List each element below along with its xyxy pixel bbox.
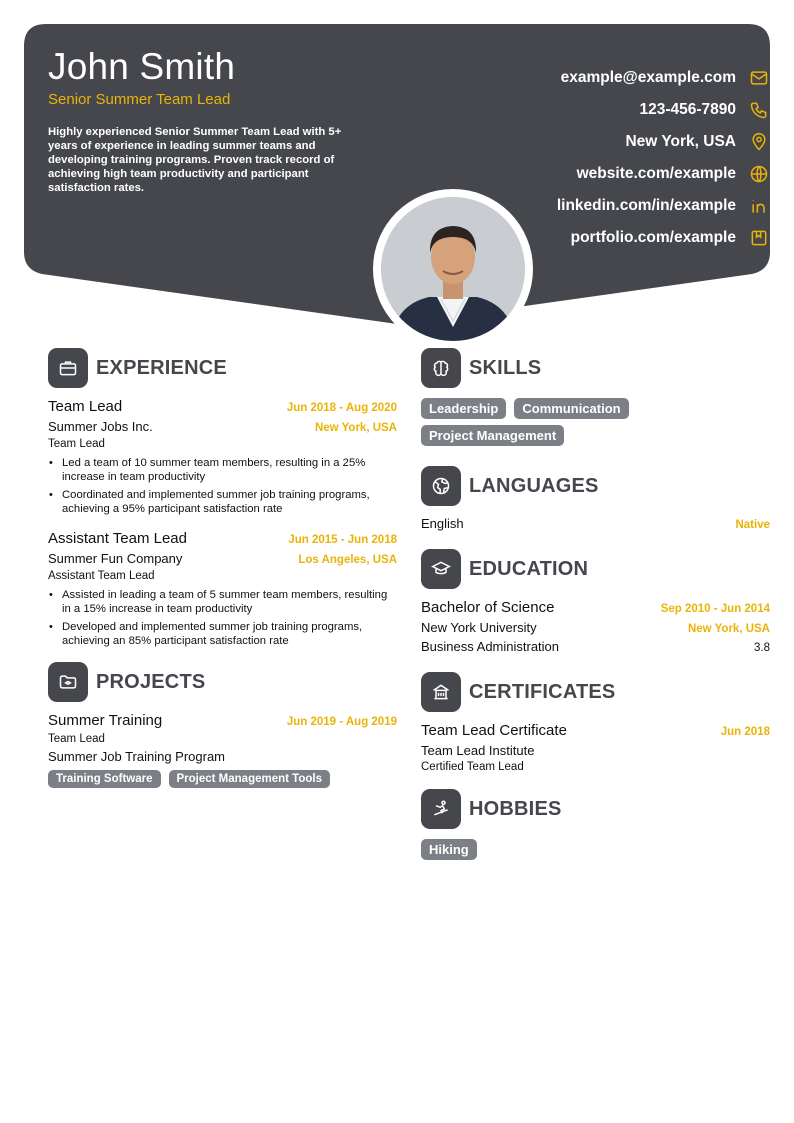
certificate-name: Team Lead Certificate xyxy=(421,722,567,739)
education-entry xyxy=(421,599,770,654)
contact-linkedin-text[interactable]: linkedin.com/in/example xyxy=(556,197,736,214)
skill-tag: Communication xyxy=(514,398,628,419)
contact-location-text: New York, USA xyxy=(625,133,736,150)
experience-section xyxy=(48,348,397,648)
linkedin-icon xyxy=(748,195,770,217)
project-tags xyxy=(48,770,397,788)
profile-photo-frame xyxy=(373,189,533,349)
job-location: Los Angeles, USA xyxy=(298,554,397,566)
education-section xyxy=(421,549,770,654)
candidate-title: Senior Summer Team Lead xyxy=(48,91,231,108)
school-location: New York, USA xyxy=(687,623,770,635)
company-name: Summer Jobs Inc. xyxy=(48,419,153,434)
certificates-section xyxy=(421,672,770,773)
certificate-issuer: Team Lead Institute xyxy=(421,743,535,758)
project-tag: Project Management Tools xyxy=(169,770,330,788)
profile-photo xyxy=(381,197,525,341)
phone-icon xyxy=(748,99,770,121)
skill-tag: Leadership xyxy=(421,398,506,419)
right-column xyxy=(421,348,770,860)
education-heading: EDUCATION xyxy=(469,557,589,580)
graduation-cap-icon xyxy=(421,549,461,589)
education-date: Sep 2010 - Jun 2014 xyxy=(660,603,770,615)
hobbies-tags xyxy=(421,839,770,860)
company-name: Summer Fun Company xyxy=(48,551,183,566)
project-date: Jun 2019 - Aug 2019 xyxy=(286,716,397,728)
experience-entry xyxy=(48,530,397,648)
mail-icon xyxy=(748,67,770,89)
brain-icon xyxy=(421,348,461,388)
skier-icon xyxy=(421,789,461,829)
contact-website-text[interactable]: website.com/example xyxy=(576,165,736,182)
field-of-study: Business Administration xyxy=(421,639,560,654)
experience-heading: EXPERIENCE xyxy=(96,356,227,379)
projects-heading: PROJECTS xyxy=(96,670,206,693)
experience-entry xyxy=(48,398,397,516)
folder-icon xyxy=(48,662,88,702)
contact-email[interactable] xyxy=(410,62,770,94)
contact-phone[interactable] xyxy=(410,94,770,126)
skills-section xyxy=(421,348,770,446)
language-name: English xyxy=(421,516,464,531)
project-title: Summer Training xyxy=(48,712,163,729)
job-bullet: • Coordinated and implemented summer job training programs, achieving a 95% participant satisfaction rate xyxy=(48,488,397,516)
language-globe-icon xyxy=(421,466,461,506)
certificate-entry xyxy=(421,722,770,773)
contact-phone-text[interactable]: 123-456-7890 xyxy=(639,101,736,118)
project-name: Summer Job Training Program xyxy=(48,749,226,764)
skills-tags xyxy=(421,398,651,446)
contact-location xyxy=(410,126,770,158)
job-title: Team Lead xyxy=(48,398,123,415)
left-column xyxy=(48,348,397,788)
institution-icon xyxy=(421,672,461,712)
briefcase-icon xyxy=(48,348,88,388)
candidate-name: John Smith xyxy=(48,46,236,87)
job-bullets xyxy=(48,588,397,648)
profile-summary: Highly experienced Senior Summer Team Lead with 5+ years of experience in leading summer teams and developing training programs. Proven track record of achieving high team productivity and participant satisfaction rates. xyxy=(48,126,342,194)
language-level: Native xyxy=(735,519,770,531)
globe-icon xyxy=(748,163,770,185)
hobbies-heading: HOBBIES xyxy=(469,797,562,820)
certificates-heading: CERTIFICATES xyxy=(469,680,616,703)
degree: Bachelor of Science xyxy=(421,599,555,616)
job-bullet: • Led a team of 10 summer team members, resulting in a 25% increase in team productivity xyxy=(48,456,397,484)
certificate-date: Jun 2018 xyxy=(720,726,770,738)
project-entry xyxy=(48,712,397,788)
job-bullet: • Assisted in leading a team of 5 summer team members, resulting in a 15% increase in team productivity xyxy=(48,588,397,616)
hobbies-section xyxy=(421,789,770,860)
bookmark-icon xyxy=(748,227,770,249)
projects-section xyxy=(48,662,397,788)
job-date: Jun 2015 - Jun 2018 xyxy=(288,534,397,546)
job-location: New York, USA xyxy=(314,422,397,434)
language-entry xyxy=(421,516,770,531)
location-pin-icon xyxy=(748,131,770,153)
project-tag: Training Software xyxy=(48,770,161,788)
contact-portfolio-text[interactable]: portfolio.com/example xyxy=(570,229,736,246)
hobby-tag: Hiking xyxy=(421,839,477,860)
project-role: Team Lead xyxy=(48,733,105,745)
gpa: 3.8 xyxy=(754,642,770,654)
contact-email-text[interactable]: example@example.com xyxy=(560,69,736,86)
languages-heading: LANGUAGES xyxy=(469,474,599,497)
job-role: Team Lead xyxy=(48,438,105,450)
job-role: Assistant Team Lead xyxy=(48,570,155,582)
skills-heading: SKILLS xyxy=(469,356,542,379)
languages-section xyxy=(421,466,770,531)
job-bullet: • Developed and implemented summer job training programs, achieving an 85% participant satisfaction rate xyxy=(48,620,397,648)
school-name: New York University xyxy=(421,620,537,635)
job-bullets xyxy=(48,456,397,516)
job-date: Jun 2018 - Aug 2020 xyxy=(286,402,397,414)
certificate-description: Certified Team Lead xyxy=(421,761,524,773)
skill-tag: Project Management xyxy=(421,425,564,446)
contact-website[interactable] xyxy=(410,158,770,190)
job-title: Assistant Team Lead xyxy=(48,530,187,547)
